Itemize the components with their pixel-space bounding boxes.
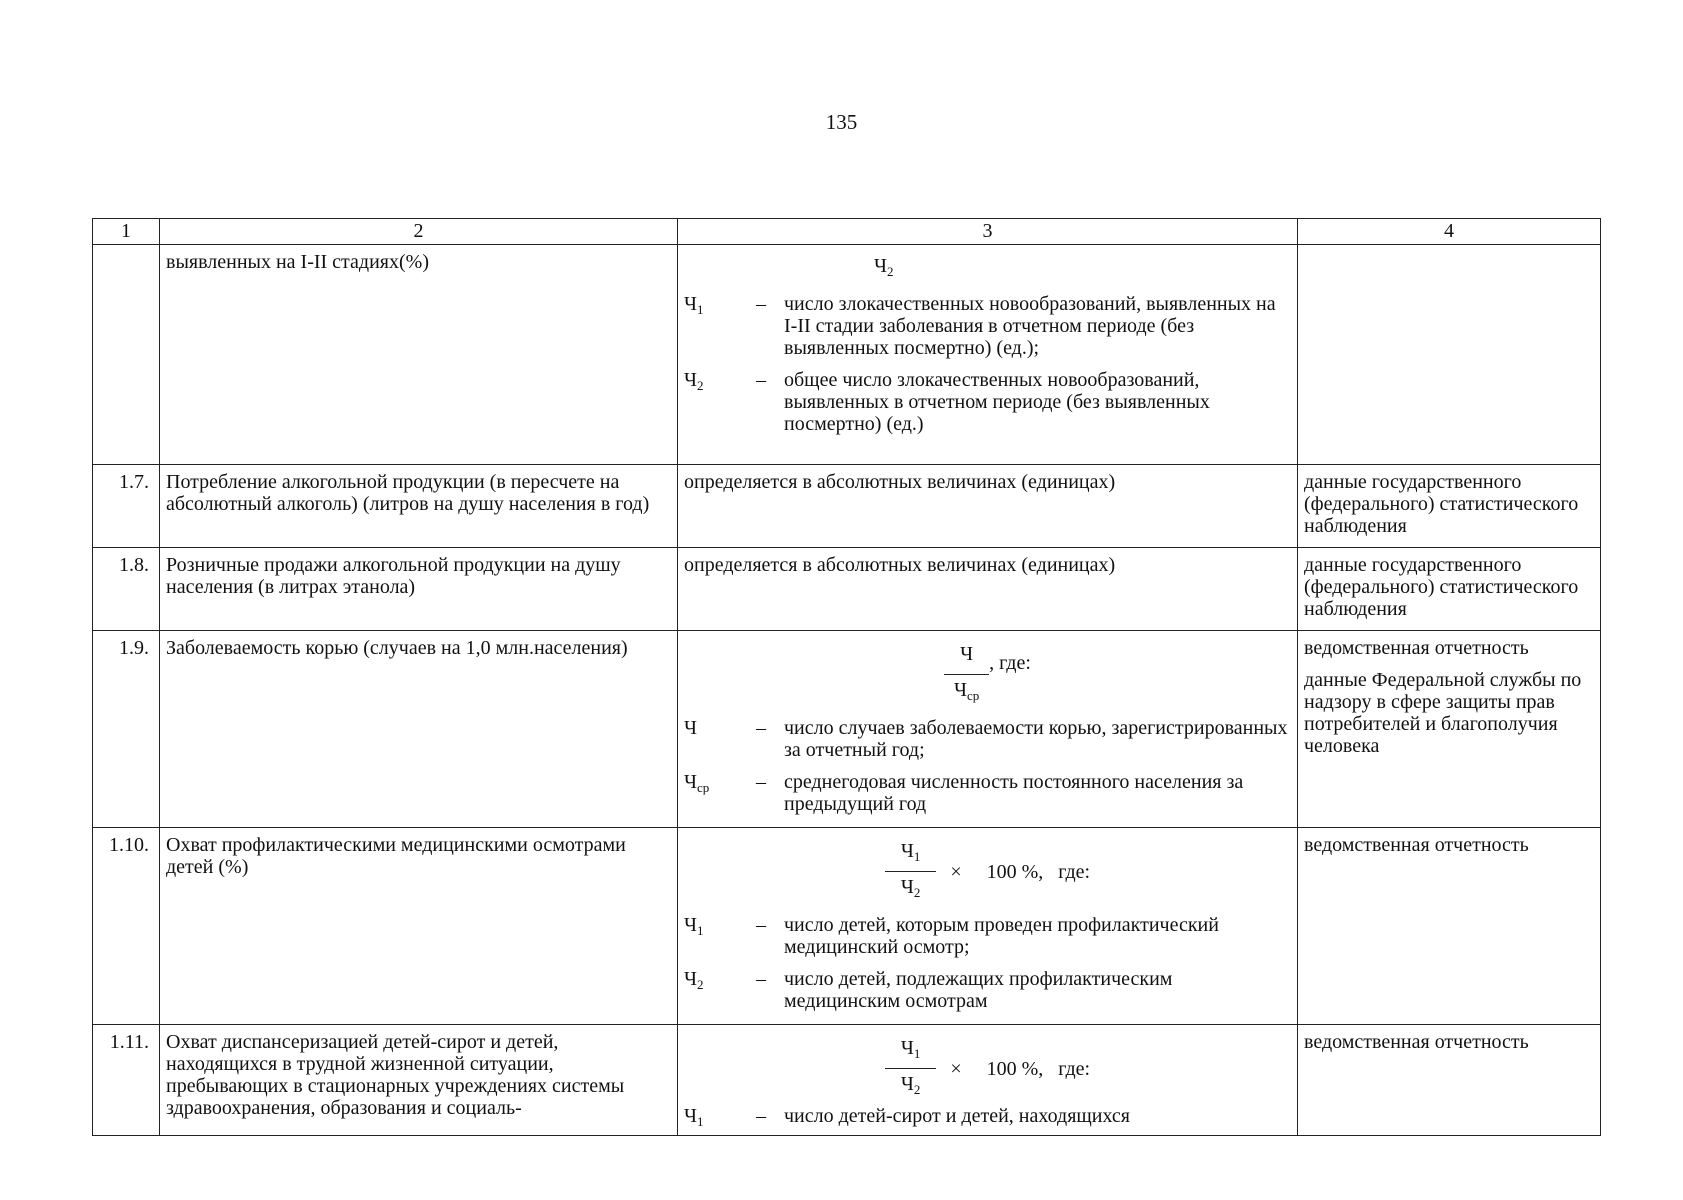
definition-symbol: $Ч_1$	[684, 1105, 704, 1129]
definition-item: $Ч_2$ – число детей, подлежащих профилактическим медицинским осмотрам	[684, 968, 1291, 1012]
indicator-name: Охват диспансеризацией детей-сирот и детей, находящихся в трудной жизненной ситуации, пребывающих в стационарных учреждениях системы здравоохранения, образования и социаль-	[160, 1025, 678, 1136]
row-number	[93, 245, 160, 465]
data-source	[1298, 245, 1601, 465]
fraction: $\frac{Ч}{Ч_{ср}}$	[944, 643, 989, 707]
table-row	[93, 245, 1601, 465]
definition-list	[684, 1105, 1291, 1133]
definition-symbol: $Ч_2$	[684, 369, 704, 393]
row-number: 1.7.	[93, 465, 160, 548]
definition-list	[684, 293, 1291, 435]
formula	[684, 255, 1291, 283]
indicator-name: Заболеваемость корью (случаев на 1,0 млн.населения)	[160, 631, 678, 828]
data-source: данные государственного (федерального) статистического наблюдения	[1298, 465, 1601, 548]
definition-text: число детей, которым проведен профилактический медицинский осмотр;	[784, 914, 1219, 958]
definition-symbol: $Ч_1$	[684, 914, 704, 938]
row-number: 1.9.	[93, 631, 160, 828]
definition-list	[684, 717, 1291, 815]
source-line: ведомственная отчетность	[1304, 637, 1529, 659]
definition-text: общее число злокачественных новообразований, выявленных в отчетном периоде (без выявленных посмертно) (ед.)	[784, 369, 1210, 435]
fraction: $\frac{Ч_1}{Ч_2}$	[885, 1037, 937, 1101]
definition-text: число случаев заболеваемости корью, зарегистрированных за отчетный год;	[784, 717, 1288, 761]
table-row	[93, 631, 1601, 828]
column-header: 1	[93, 219, 160, 245]
source-line: данные Федеральной службы по надзору в сфере защиты прав потребителей и благополучия человека	[1304, 669, 1582, 757]
data-source: ведомственная отчетность	[1298, 1025, 1601, 1136]
definition-symbol: $Ч_2$	[684, 968, 704, 992]
table-row	[93, 465, 1601, 548]
indicator-name: Охват профилактическими медицинскими осмотрами детей (%)	[160, 828, 678, 1025]
calculation-method	[678, 1025, 1298, 1136]
data-source	[1298, 631, 1601, 828]
definition-text: среднегодовая численность постоянного населения за предыдущий год	[784, 771, 1244, 815]
row-number: 1.8.	[93, 548, 160, 631]
formula: $\frac{Ч_1}{Ч_2}$ × 100 %, где:	[684, 840, 1291, 904]
definition-text: число злокачественных новообразований, выявленных на I-II стадии заболевания в отчетном периоде (без выявленных посмертно) (ед.);	[784, 293, 1276, 359]
calculation-method: определяется в абсолютных величинах (единицах)	[678, 548, 1298, 631]
formula-denominator: $Ч_2$	[874, 255, 894, 279]
definition-item: $Ч_1$ – число злокачественных новообразований, выявленных на I-II стадии заболевания в отчетном периоде (без выявленных посмертно) (ед.);	[684, 293, 1291, 359]
definition-item: $Ч_{ср}$ – среднегодовая численность постоянного населения за предыдущий год	[684, 771, 1291, 815]
data-source: данные государственного (федерального) статистического наблюдения	[1298, 548, 1601, 631]
calculation-method	[678, 828, 1298, 1025]
definition-item: $Ч_1$ – число детей-сирот и детей, находящихся	[684, 1105, 1291, 1133]
calculation-method: определяется в абсолютных величинах (единицах)	[678, 465, 1298, 548]
formula: $\frac{Ч}{Ч_{ср}}$ , где:	[684, 643, 1291, 707]
definition-text: число детей-сирот и детей, находящихся	[784, 1105, 1131, 1127]
indicator-name: Розничные продажи алкогольной продукции на душу населения (в литрах этанола)	[160, 548, 678, 631]
formula: $\frac{Ч_1}{Ч_2}$ × 100 %, где:	[684, 1037, 1291, 1101]
definition-text: число детей, подлежащих профилактическим медицинским осмотрам	[784, 968, 1173, 1012]
table-row	[93, 828, 1601, 1025]
indicator-name: Потребление алкогольной продукции (в пересчете на абсолютный алкоголь) (литров на душу населения в год)	[160, 465, 678, 548]
definition-list	[684, 914, 1291, 1012]
row-number: 1.10.	[93, 828, 160, 1025]
definition-item: $Ч_2$ – общее число злокачественных новообразований, выявленных в отчетном периоде (без выявленных посмертно) (ед.)	[684, 369, 1291, 435]
table-header-row	[93, 219, 1601, 245]
definition-symbol: $Ч_{ср}$	[684, 771, 710, 795]
calculation-method	[678, 631, 1298, 828]
definition-symbol: $Ч_1$	[684, 293, 704, 317]
definition-symbol: Ч	[684, 717, 697, 739]
fraction: $\frac{Ч_1}{Ч_2}$	[885, 840, 937, 904]
column-header: 2	[160, 219, 678, 245]
table-row	[93, 1025, 1601, 1136]
column-header: 3	[678, 219, 1298, 245]
column-header: 4	[1298, 219, 1601, 245]
table-row	[93, 548, 1601, 631]
definition-item: $Ч_1$ – число детей, которым проведен профилактический медицинский осмотр;	[684, 914, 1291, 958]
definition-item: Ч – число случаев заболеваемости корью, зарегистрированных за отчетный год;	[684, 717, 1291, 761]
indicator-table	[92, 218, 1601, 1136]
indicator-name: выявленных на I-II стадиях(%)	[160, 245, 678, 465]
row-number: 1.11.	[93, 1025, 160, 1136]
calculation-method	[678, 245, 1298, 465]
data-source: ведомственная отчетность	[1298, 828, 1601, 1025]
page-number: 135	[825, 110, 858, 134]
